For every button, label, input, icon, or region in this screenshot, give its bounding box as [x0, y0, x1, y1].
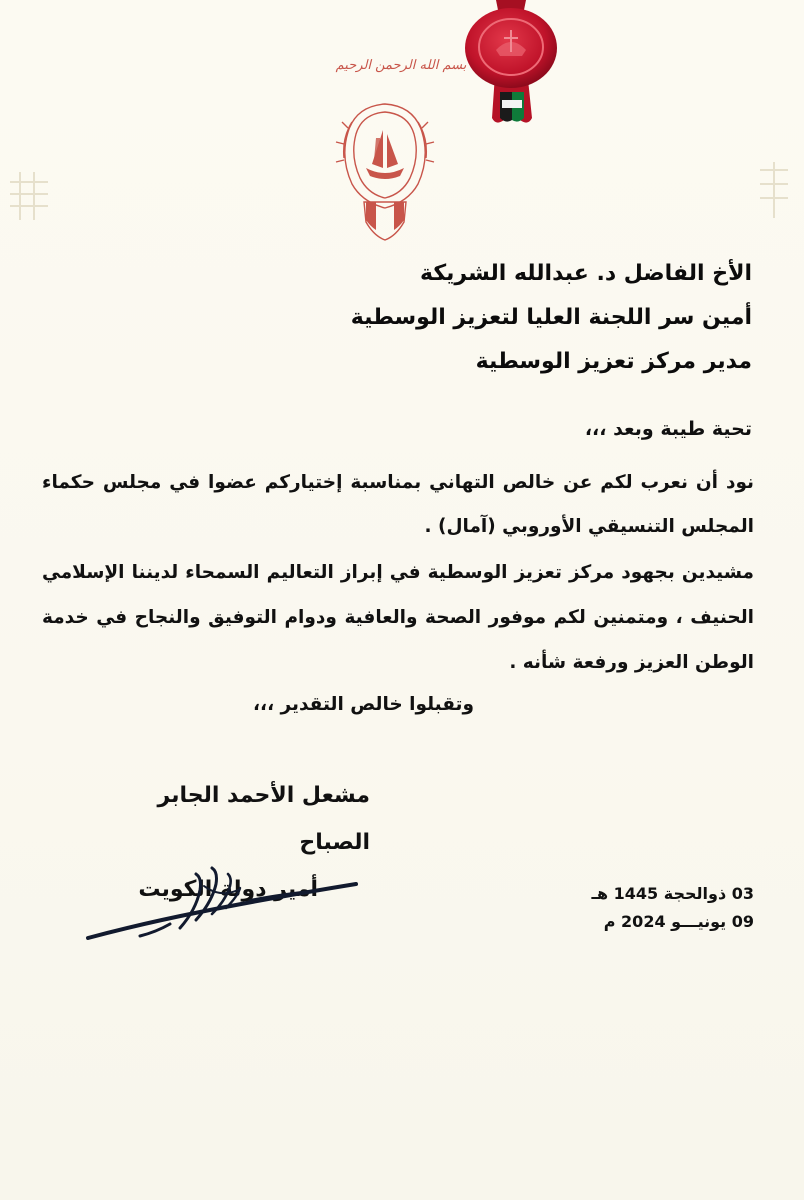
date-block [582, 880, 754, 936]
basmala-heading: بسم الله الرحمن الرحيم [335, 58, 467, 73]
kuwait-emblem-icon [326, 98, 444, 242]
closing-line: وتقبلوا خالص التقدير ،،، [253, 694, 474, 715]
handwritten-signature-icon [80, 850, 370, 950]
body-paragraph-2: مشيدين بجهود مركز تعزيز الوسطية في إبراز التعاليم السمحاء لديننا الإسلامي الحنيف ، ومتمنين لكم موفور الصحة والعافية ودوام التوفيق والنجاح في خدمة الوطن العزيز ورفعة شأنه . [42, 562, 754, 673]
greeting: تحية طيبة وبعد ،،، [584, 418, 752, 440]
sender-title: أمير دولة الكويت [138, 877, 318, 902]
addressee-title: أمين سر اللجنة العليا لتعزيز الوسطية [350, 305, 752, 330]
addressee-block [152, 252, 752, 384]
addressee-position: مدير مركز تعزيز الوسطية [475, 349, 752, 374]
embossed-corner-mark-icon [754, 160, 794, 227]
sender-name: مشعل الأحمد الجابر الصباح [157, 783, 370, 855]
hijri-date: 03 ذوالحجة 1445 هـ [591, 884, 754, 903]
embossed-corner-mark-icon [6, 168, 52, 231]
gregorian-date: 09 يونيـــو 2024 م [603, 912, 754, 931]
body-paragraph-1: نود أن نعرب لكم عن خالص التهاني بمناسبة إختياركم عضوا في مجلس حكماء المجلس التنسيقي الأوروبي (آمال) . [42, 472, 754, 537]
addressee-name: الأخ الفاضل د. عبدالله الشريكة [420, 261, 752, 286]
